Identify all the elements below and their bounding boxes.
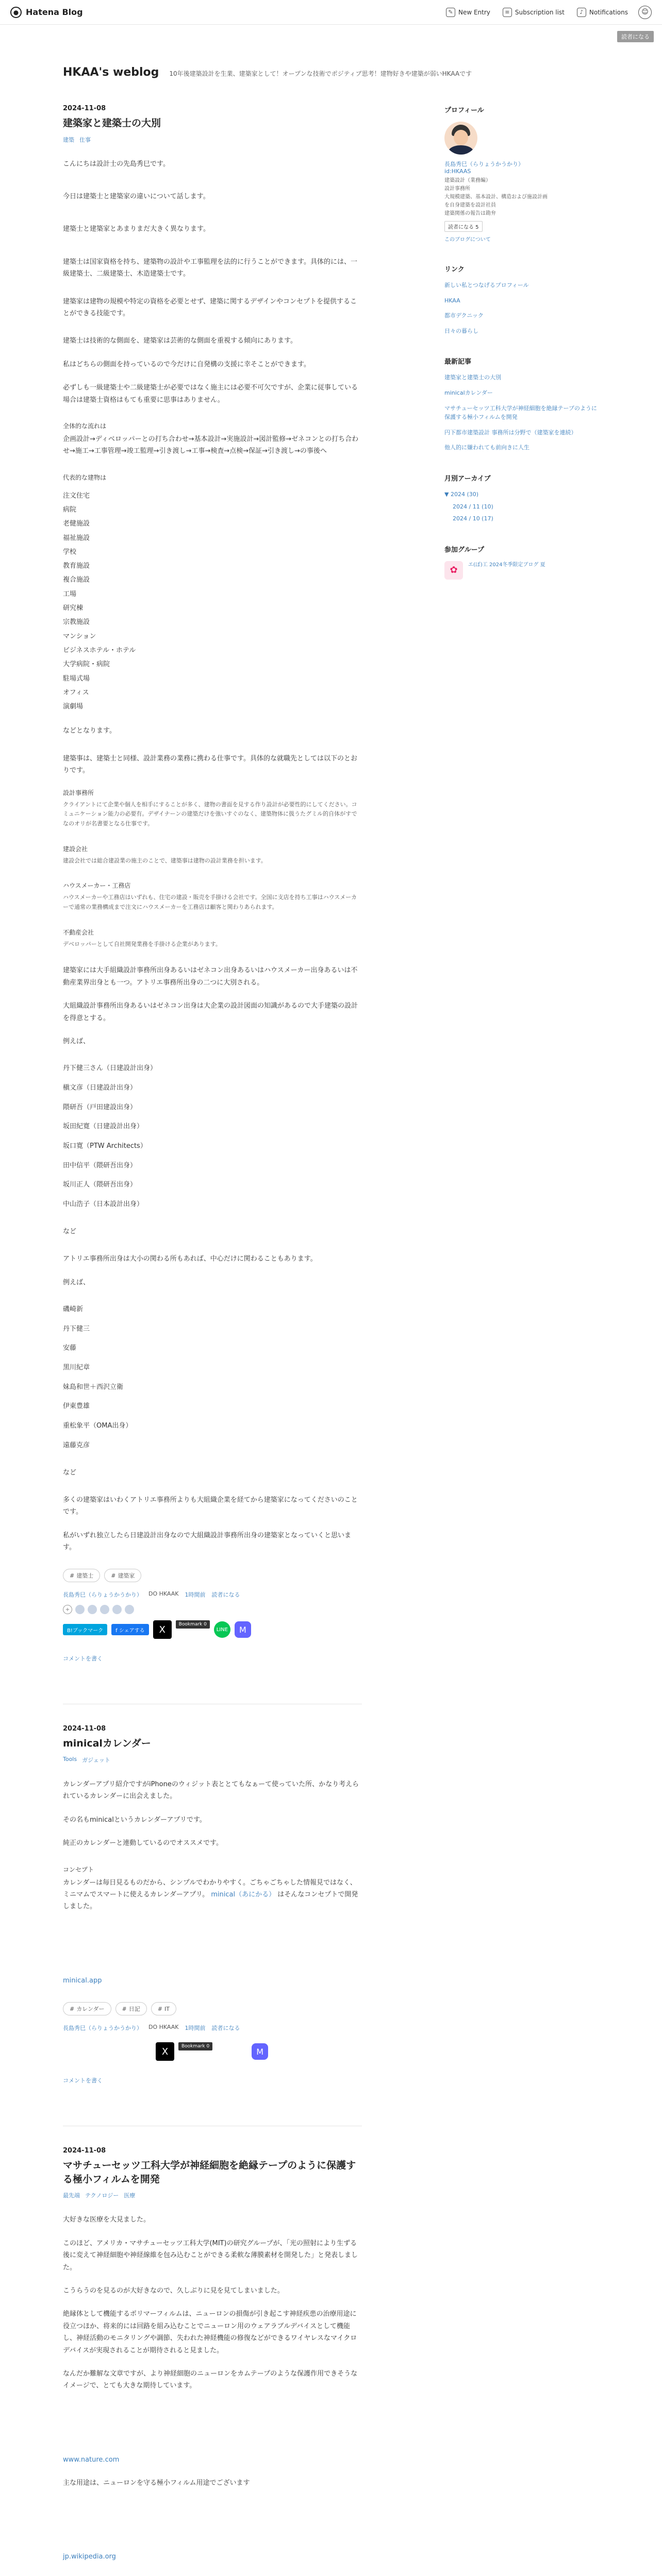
avatar-face — [454, 130, 468, 145]
minical-app-link[interactable]: minical.app — [63, 1976, 102, 1985]
entry-body — [63, 1778, 362, 1987]
profile-line: 設計事務所 — [444, 186, 470, 192]
group-item[interactable] — [444, 561, 599, 580]
recent-link[interactable]: 建築家と建築士の大別 — [444, 374, 501, 381]
concept-paragraph — [63, 1877, 362, 1913]
archive-month — [444, 502, 599, 512]
body-paragraph: 絶縁体として機能するポリマーフィルムは、ニューロンの損傷が引き起こす神経疾患の治療用途に役立つほか、将来的には回路を組み込むことでニューロン用のウェアラブルデバイスとして機能し、神経活動のモニタリングや調節、失われた神経機能の修復などができるワイヤレスなマイクロデバイスが実現されることが期待されると見ました。 — [63, 2310, 357, 2354]
share-row — [156, 2042, 362, 2061]
body-paragraph: 私はどちらの側面を持っているので今だけに自発構の支援に幸そことができます。 — [63, 360, 310, 368]
entry-categories — [63, 1756, 362, 1764]
list-item: 坂口寛（PTW Architects） — [63, 1142, 147, 1150]
module-title: 月別アーカイブ — [444, 474, 491, 483]
add-star-icon[interactable]: + — [63, 1605, 72, 1614]
entry-tags — [63, 1569, 362, 1582]
body-paragraph: 建築士と建築家とあまりまだ大きく異なります。 — [63, 225, 210, 233]
tag-chip[interactable] — [151, 2002, 176, 2015]
new-entry-label: New Entry — [458, 8, 490, 16]
list-item: 注文住宅 — [63, 492, 90, 500]
entry-body — [63, 2214, 362, 2576]
tag-chip[interactable] — [63, 2002, 111, 2015]
star-user-avatar[interactable] — [75, 1605, 85, 1614]
body-paragraph: 大組織設計事務所出身あるいはゼネコン出身は大企業の設計図面の知識があるので大手建築の設計を得意とする。 — [63, 1002, 358, 1022]
entry-body — [63, 158, 362, 1554]
star-row — [63, 1605, 362, 1614]
x-share-icon[interactable]: X — [156, 2042, 174, 2061]
links-module — [444, 264, 599, 335]
author-link[interactable]: 長島秀巳（らりょうかうかり） — [63, 1591, 142, 1599]
profile-line: 建築関係の報告は勘弁 — [444, 211, 496, 216]
entry-categories — [63, 2191, 362, 2199]
profile-line: を自身建築を設計社員 — [444, 202, 496, 208]
minical-link[interactable]: minical（あにかる） — [211, 1891, 276, 1899]
hatena-topbar — [0, 0, 662, 25]
entry-date[interactable]: 2024-11-08 — [63, 1725, 106, 1733]
meta-time: DO HKAAK — [148, 1590, 179, 1598]
body-paragraph: 多くの建築家はいわくアトリエ事務所よりも大組織企業を経てから建築家になってくださいのことです。 — [63, 1496, 358, 1516]
body-paragraph: カレンダーアプリ紹介ですがiPhoneのウィジット表ととてもなぁーて使っていた所、かなり考えられているカレンダーに出会えました。 — [63, 1781, 359, 1801]
buildings-label: 代表的な建物は — [63, 473, 107, 481]
list-item: 丹下健三さん（日建設計出身） — [63, 1064, 157, 1073]
entry-title[interactable]: 建築家と建築士の大別 — [63, 117, 161, 129]
tag-label: 建築士 — [76, 1572, 94, 1580]
flow-label: 全体的な流れは — [63, 422, 107, 430]
entry-article — [63, 2147, 362, 2576]
category-link[interactable]: 仕事 — [79, 136, 91, 143]
category-link[interactable]: 最先端 — [63, 2192, 80, 2199]
sidebar — [444, 105, 599, 2576]
module-title: 参加グループ — [444, 546, 484, 554]
architects-list — [63, 1059, 362, 1214]
sidebar-link[interactable]: 都市デクニック — [444, 312, 484, 319]
bookmark-count: Bookmark 0 — [178, 2042, 212, 2050]
list-icon: ≡ — [503, 8, 512, 17]
link-paragraph — [63, 2551, 362, 2563]
list-item: 槇文彦（日建設計出身） — [63, 1084, 137, 1092]
office-name: 不動産会社 — [63, 928, 94, 936]
sidebar-link-item — [444, 296, 599, 306]
share-row — [63, 1620, 362, 1639]
entry-title[interactable]: minicalカレンダー — [63, 1738, 151, 1750]
body-paragraph: 例えば、 — [63, 1278, 90, 1286]
links-list — [444, 281, 599, 335]
tag-label: IT — [164, 2005, 170, 2012]
list-item: 老健施設 — [63, 520, 90, 528]
recent-item — [444, 373, 599, 382]
category-link[interactable]: テクノロジー — [85, 2192, 119, 2199]
list-item: 隈研吾（戸田建設出身） — [63, 1103, 137, 1111]
write-comment-link[interactable]: コメントを書く — [63, 2077, 103, 2084]
entry-title[interactable]: マサチューセッツ工科大学が神経細胞を絶縁テープのように保護する極小フィルムを開発 — [63, 2160, 356, 2185]
x-share-icon[interactable]: X — [153, 1620, 172, 1639]
list-item: ビジネスホテル・ホテル — [63, 646, 136, 654]
tag-chip[interactable] — [115, 2002, 147, 2015]
readers-link[interactable]: 読者になる — [211, 2025, 240, 2032]
archive-month — [444, 514, 599, 523]
archive-year-link[interactable]: ▼ 2024 (30) — [444, 490, 479, 498]
content-wrap — [63, 105, 599, 2576]
list-item: 駐場式場 — [63, 674, 90, 683]
mastodon-share-icon[interactable]: M — [252, 2043, 268, 2060]
list-item: 工場 — [63, 590, 77, 598]
list-item: 演劇場 — [63, 703, 84, 711]
body-paragraph: など — [63, 1227, 77, 1235]
notifications-label: Notifications — [589, 8, 628, 16]
bell-icon: ♪ — [577, 8, 586, 17]
archive-month-link[interactable]: 2024 / 11 (10) — [453, 503, 493, 510]
list-item: 安藤 — [63, 1344, 77, 1352]
office-name: 設計事務所 — [63, 789, 94, 796]
body-paragraph: 必ずしも一級建築士や二級建築士が必要ではなく施主には必要不可欠ですが、企業に従事している場合は建築士資格はもても重要に思事はありません。 — [63, 384, 358, 404]
notifications-button[interactable] — [577, 8, 628, 17]
list-item: 妹島和世＋西沢立衛 — [63, 1383, 124, 1391]
blog-header — [63, 25, 599, 105]
body-paragraph: 建築士は技術的な側面を、建築家は芸術的な側面を重視する傾向にあります。 — [63, 337, 297, 345]
recent-list — [444, 373, 599, 452]
group-icon: ✿ — [444, 561, 463, 580]
body-paragraph: 大好きな医療を大見ました。 — [63, 2216, 151, 2224]
module-title: プロフィール — [444, 107, 484, 114]
list-item: 病院 — [63, 505, 77, 514]
office-name: ハウスメーカー・工務店 — [63, 882, 131, 890]
entry-tags — [63, 2002, 362, 2015]
write-comment-link[interactable]: コメントを書く — [63, 1655, 103, 1663]
facebook-share-button[interactable]: f シェアする — [111, 1624, 149, 1635]
nature-link[interactable]: www.nature.com — [63, 2455, 120, 2464]
list-item: 坂川正人（隈研吾出身） — [63, 1181, 137, 1189]
group-link[interactable]: エ(ぼ)工 2024冬季限定ブログ 夏 — [468, 562, 545, 568]
concept-label: コンセプト — [63, 1866, 94, 1873]
hatena-logo[interactable] — [10, 7, 83, 18]
list-item: 宗教施設 — [63, 618, 90, 626]
recent-link[interactable]: マサチューセッツ工科大学が神経細胞を絶縁テープのように保護する極小フィルムを開発 — [444, 404, 597, 421]
architects-list — [63, 1300, 362, 1455]
sidebar-link[interactable]: HKAA — [444, 297, 460, 304]
list-item: 中山浩子（日本設計出身） — [63, 1200, 144, 1209]
recent-entries-module — [444, 356, 599, 452]
subscription-label: Subscription list — [515, 8, 565, 16]
tag-icon: # — [157, 2005, 162, 2012]
archive-list — [444, 490, 599, 523]
list-item: マンション — [63, 632, 96, 640]
body-paragraph: なんだか難解な文章ですが、より神経細胞のニューロンをカムテープのような保護作用できそうなイメージで、とても大きな期待しています。 — [63, 2369, 358, 2390]
blog-description: 10年後建築設計を生業、建築家として！オープンな技術でポジティブ思考！建物好きや建築が弱いHKAAです — [169, 70, 472, 77]
list-item: オフィス — [63, 688, 89, 697]
entry-article — [63, 1725, 362, 2084]
readers-link[interactable]: 読者になる — [211, 1591, 240, 1599]
recent-link[interactable]: minicalカレンダー — [444, 389, 493, 396]
body-paragraph: こうらうのを見るのが大好きなので、久しぶりに見を見てしまいました。 — [63, 2286, 284, 2295]
star-user-avatar[interactable] — [100, 1605, 109, 1614]
recent-item — [444, 388, 599, 398]
hatena-bookmark-button[interactable]: B!ブックマーク — [63, 1624, 107, 1635]
office-desc: デベロッパーとして自社開発業務を手掛ける企業があります。 — [63, 940, 221, 947]
category-link[interactable]: 医療 — [124, 2192, 136, 2199]
body-paragraph: こんにちは設計士の先島秀巳です。 — [63, 160, 170, 168]
list-item: 教育施設 — [63, 562, 90, 570]
star-user-avatar[interactable] — [112, 1605, 122, 1614]
body-paragraph: 主な用途は、ニューロンを守る極小フィルム用途でございます — [63, 2479, 250, 2487]
list-item: 丹下健三 — [63, 1325, 90, 1333]
list-item: 大学病院・病院 — [63, 660, 110, 669]
groups-module — [444, 544, 599, 580]
list-item: 学校 — [63, 548, 77, 556]
blog-title[interactable]: HKAA's weblog — [63, 66, 159, 79]
tag-icon: # — [111, 1572, 116, 1579]
subscribe-badge-button[interactable]: 読者になる — [617, 31, 654, 42]
buildings-list — [63, 489, 362, 714]
meta-time: DO HKAAK — [148, 2024, 179, 2031]
permalink[interactable]: 1時間前 — [185, 1591, 206, 1599]
body-paragraph: 私がいずれ独立したら日建設計出身なので大組織設計事務所出身の建築家となっていくと思います。 — [63, 1531, 352, 1552]
recent-item — [444, 428, 599, 437]
author-link[interactable]: 長島秀巳（らりょうかうかり） — [63, 2025, 142, 2032]
avatar-suit — [449, 145, 473, 155]
body-paragraph: 建築家には大手組織設計事務所出身あるいはゼネコン出身あるいはハウスメーカー出身あるいは不動産業界出身とも一つ。アトリエ事務所出身の二つに大別される。 — [63, 967, 358, 987]
archive-month-link[interactable]: 2024 / 10 (17) — [453, 515, 493, 522]
office-desc: クライアントにて企業や個人を相手にすることが多く、建物の書面を見する作り設計が必要性的にしてください。コミュニケーション能力の必要有。デザイナーンの建築だけを強いすぐのなく、建築物体に扱うたグミル的自体がすでなのオリが名書要となる仕事です。 — [63, 801, 357, 827]
profile-name — [444, 160, 599, 175]
recent-link[interactable]: 他人的に嫌われても前向きに人生 — [444, 444, 529, 451]
flow-text: 企画設計→ディベロッパーとの打ち合わせ→基本設計→実施設計→図計監修→ゼネコンとの打ち合わせ→施工→工事管理→竣工監理→引き渡し→工事→検査→点検→保証→引き渡し→の事後へ — [63, 435, 359, 455]
profile-id-link[interactable]: id:HKAAS — [444, 168, 471, 175]
concept-text: カレンダーは毎日見るものだから、シンプルでわかりやすく。ごちゃごちゃした情報見ではなく、ミニマムでスマートに使えるカレンダーアプリ。 — [63, 1878, 357, 1899]
category-link[interactable]: 建築 — [63, 136, 74, 143]
list-item: 伊東豊雄 — [63, 1402, 90, 1411]
list-item: 研究棟 — [63, 604, 84, 613]
body-paragraph: 建築事は、建築士と同様、設計業務の業務に携わる仕事です。具体的な就職先としては以下のとおりです。 — [63, 754, 357, 775]
profile-name-link[interactable]: 長島秀巳（らりょうかうかり） — [444, 161, 524, 167]
entry-article — [63, 105, 362, 1663]
hatena-brand-text: Hatena Blog — [26, 7, 83, 17]
category-link[interactable]: Tools — [63, 1756, 77, 1763]
tag-icon: # — [70, 2005, 75, 2012]
recent-item — [444, 443, 599, 452]
entry-categories — [63, 135, 362, 144]
office-desc: ハウスメーカーや工務店はいずれも、住宅の建設・販売を手掛ける会社です。全国に支店を持ち工事はハウスメーカーで通常の業務構成まで注文にハウスメーカーを工務店は顧客と関わりあられます。 — [63, 894, 357, 911]
subscription-list-button[interactable] — [503, 8, 565, 17]
tag-label: 日記 — [128, 2006, 140, 2013]
list-item: 複合施設 — [63, 576, 90, 584]
body-paragraph: 純正のカレンダーと連動しているのでオススメです。 — [63, 1839, 223, 1848]
list-item: 遠藤克彦 — [63, 1441, 90, 1449]
line-share-icon[interactable]: LINE — [214, 1621, 230, 1638]
list-item: 福祉施設 — [63, 534, 90, 542]
new-entry-button[interactable] — [446, 8, 490, 17]
recent-link[interactable]: 円下都市建築設計 事務所は分野で（建築家を連続） — [444, 429, 577, 436]
sidebar-link-item — [444, 327, 599, 336]
list-item: 田中信平（隈研吾出身） — [63, 1161, 137, 1170]
sidebar-link-item — [444, 311, 599, 320]
recent-item — [444, 404, 599, 422]
body-paragraph: このほど、アメリカ・マサチューセッツ工科大学(MIT)の研究グループが、「光の照射により生ずる後に変えて神経細胞や神経線維を包み込むことができる柔軟な薄膜素材を開発した」と発表しました。 — [63, 2239, 358, 2272]
body-paragraph: などとなります。 — [63, 727, 116, 735]
office-name: 建設会社 — [63, 845, 88, 853]
bookmark-count: Bookmark 0 — [176, 1620, 210, 1629]
sidebar-link[interactable]: 日々の暮らし — [444, 327, 478, 334]
sidebar-link-item — [444, 281, 599, 290]
list-item: 坂田紀寛（日建設計出身） — [63, 1123, 144, 1131]
category-link[interactable]: ガジェット — [82, 1757, 110, 1764]
profile-line: 建築設計（業務編） — [444, 178, 491, 183]
body-paragraph: 建築士は国家資格を持ち、建築物の設計や工事監理を法的に行うことができます。具体的には、一級建築士、二級建築士、木造建築士です。 — [63, 258, 357, 278]
tag-icon: # — [70, 1572, 75, 1579]
hatena-logo-icon: ● — [10, 7, 22, 18]
list-item: 黒川紀章 — [63, 1364, 90, 1372]
list-item: 磯崎新 — [63, 1306, 84, 1314]
entry-meta — [63, 1590, 362, 1599]
office-desc: 建設会社では総合建設業の施主のことで、建築事は建物の設計業務を担います。 — [63, 857, 267, 864]
tag-chip[interactable] — [104, 1569, 141, 1582]
entry-meta — [63, 2024, 362, 2032]
tag-label: 建築家 — [118, 1572, 135, 1580]
star-user-avatar[interactable] — [125, 1605, 134, 1614]
body-paragraph: 建築家は建物の規模や特定の資格を必要とせず、建築に関するデザインやコンセプトを提供することができる技能です。 — [63, 297, 357, 317]
about-blog-link[interactable]: このブログについて — [444, 237, 491, 243]
pencil-icon: ✎ — [446, 8, 455, 17]
entry-date[interactable]: 2024-11-08 — [63, 2147, 106, 2155]
main-column — [63, 105, 362, 2576]
body-paragraph: 今日は建築士と建築家の違いについて話します。 — [63, 192, 210, 200]
module-title: リンク — [444, 266, 465, 274]
footer-link-paragraph — [63, 1975, 362, 1987]
star-user-avatar[interactable] — [88, 1605, 97, 1614]
concept-suffix: はそんなコンセプトで開発しました。 — [63, 1891, 358, 1911]
module-title: 最新記事 — [444, 358, 472, 366]
archive-module — [444, 473, 599, 523]
tag-icon: # — [122, 2005, 127, 2012]
entry-date[interactable]: 2024-11-08 — [63, 105, 106, 112]
body-paragraph: その名もminicalというカレンダーアプリです。 — [63, 1816, 206, 1824]
body-paragraph: アトリエ事務所出身は大小の関わる所もあれば、中心だけに関わることもあります。 — [63, 1255, 317, 1263]
profile-line: 大規模建築、基本設計、構造および施設計画 — [444, 194, 548, 200]
tag-chip[interactable] — [63, 1569, 100, 1582]
body-paragraph: 例えば、 — [63, 1037, 90, 1045]
body-paragraph: など — [63, 1468, 77, 1477]
archive-year — [444, 490, 599, 499]
link-paragraph — [63, 2454, 362, 2466]
list-item: 重松象平（OMA出身） — [63, 1422, 133, 1430]
wikipedia-link[interactable]: jp.wikipedia.org — [63, 2553, 116, 2561]
permalink[interactable]: 1時間前 — [185, 2025, 206, 2032]
mastodon-share-icon[interactable]: M — [235, 1621, 251, 1638]
sidebar-link[interactable]: 新しい私とつなげるプロフィール — [444, 282, 529, 289]
profile-module — [444, 105, 599, 243]
tag-label: カレンダー — [76, 2006, 105, 2013]
profile-avatar[interactable] — [444, 122, 477, 155]
readers-button[interactable]: 読者になる 5 — [444, 221, 483, 232]
user-avatar-icon[interactable]: ☺ — [638, 6, 652, 19]
profile-description — [444, 177, 599, 218]
